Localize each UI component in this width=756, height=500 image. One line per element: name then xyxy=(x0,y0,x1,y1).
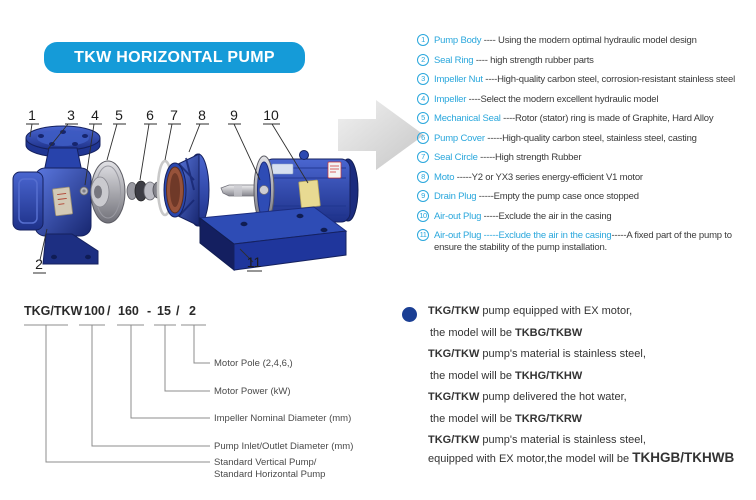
model-pole: 2 xyxy=(189,304,196,318)
model-separator: - xyxy=(147,304,152,318)
variant-line: TKG/TKW pump equipped with EX motor, xyxy=(428,305,633,317)
part-number: 6 xyxy=(146,107,154,123)
circled-number-icon: 2 xyxy=(417,54,429,66)
code-labels xyxy=(214,358,353,480)
model-inlet: 100 xyxy=(84,304,105,318)
part-number: 11 xyxy=(246,254,262,270)
part-desc: -----A fixed part of the pump to ensure the stability of the pump installation. xyxy=(434,230,732,253)
part-name: Seal Ring xyxy=(434,54,474,66)
part-name: Drain Plug xyxy=(434,191,477,202)
part-desc: -----Exclude the air in the casing xyxy=(481,210,612,222)
circled-number-icon: 3 xyxy=(417,73,429,85)
part-desc: -----Empty the pump case once stopped xyxy=(476,191,639,202)
parts-list xyxy=(417,35,755,262)
parts-list-item xyxy=(417,211,755,223)
circled-number-icon: 11 xyxy=(417,229,429,241)
variant-models-block xyxy=(402,305,754,475)
variant-line: TKG/TKW pump's material is stainless steel, xyxy=(428,348,646,360)
circled-number-icon: 10 xyxy=(417,210,429,222)
impeller xyxy=(91,161,125,223)
parts-list-item xyxy=(417,230,755,254)
arrow-right-icon xyxy=(338,100,424,170)
connector-lines xyxy=(24,325,210,462)
impeller-nut xyxy=(80,187,88,195)
variant-line: equipped with EX motor,the model will be TKHGB/TKHWB xyxy=(428,450,735,465)
part-name: Pump Body xyxy=(434,35,482,46)
motor-base xyxy=(200,207,346,270)
part-desc: ----High-quality carbon steel, corrosion-resistant stainless steel xyxy=(482,74,735,85)
part-number: 8 xyxy=(198,107,206,123)
circled-number-icon: 6 xyxy=(417,132,429,144)
pump-body xyxy=(13,126,100,264)
parts-list-item xyxy=(417,55,755,67)
part-name: Pump Cover xyxy=(434,132,485,144)
circled-number-icon: 1 xyxy=(417,34,429,46)
part-desc: ---- high strength rubber parts xyxy=(473,54,594,66)
variant-line: the model will be TKBG/TKBW xyxy=(430,326,583,339)
part-number: 3 xyxy=(67,107,75,123)
parts-list-item xyxy=(417,152,755,164)
part-number: 1 xyxy=(28,107,36,123)
model-separator: / xyxy=(176,304,180,318)
model-impeller: 160 xyxy=(118,304,139,318)
part-desc: ---- Using the modern optimal hydraulic model design xyxy=(481,35,697,46)
label-series-line2: Standard Horizontal Pump xyxy=(214,469,326,480)
part-name: Seal Circle xyxy=(434,152,478,163)
part-name: Moto xyxy=(434,171,455,183)
circled-number-icon: 8 xyxy=(417,171,429,183)
label-inlet-diam: Pump Inlet/Outlet Diameter (mm) xyxy=(214,441,354,452)
part-number: 7 xyxy=(170,107,178,123)
parts-list-item xyxy=(417,191,755,203)
model-power: 15 xyxy=(157,304,171,318)
circled-number-icon: 5 xyxy=(417,112,429,124)
variant-line: TKG/TKW pump's material is stainless steel, xyxy=(428,434,646,446)
part-desc: ----Select the modern excellent hydraulic model xyxy=(466,93,659,105)
label-series-line1: Standard Vertical Pump/ xyxy=(214,457,317,468)
parts-list-item xyxy=(417,94,755,106)
parts-list-item xyxy=(417,172,755,184)
label-impeller-diam: Impeller Nominal Diameter (mm) xyxy=(214,413,352,424)
variant-line: the model will be TKRG/TKRW xyxy=(430,412,583,425)
variant-line: the model will be TKHG/TKHW xyxy=(430,369,583,382)
model-series: TKG/TKW xyxy=(24,304,83,318)
label-motor-pole: Motor Pole (2,4,6,) xyxy=(214,358,293,369)
model-separator: / xyxy=(107,304,111,318)
bullet-icon xyxy=(402,307,417,322)
part-name: Impeller xyxy=(434,93,467,105)
part-desc: ----Rotor (stator) ring is made of Graphite, Hard Alloy xyxy=(500,113,714,124)
circled-number-icon: 7 xyxy=(417,151,429,163)
part-number: 2 xyxy=(35,256,43,272)
part-desc: -----Y2 or YX3 series energy-efficient V1 motor xyxy=(454,171,643,183)
part-name: Air-out Plug -----Exclude the air in the casing xyxy=(434,230,612,241)
label-motor-power: Motor Power (kW) xyxy=(214,386,291,397)
model-code-nomenclature xyxy=(18,293,358,493)
parts-list-item xyxy=(417,35,755,47)
part-name: Air-out Plug xyxy=(434,210,482,222)
pump-exploded-diagram xyxy=(8,88,428,293)
part-number: 5 xyxy=(115,107,123,123)
variant-line: TKG/TKW pump delivered the hot water, xyxy=(428,391,627,403)
part-name: Impeller Nut xyxy=(434,74,483,85)
parts-list-item xyxy=(417,113,755,125)
circled-number-icon: 4 xyxy=(417,93,429,105)
part-number: 4 xyxy=(91,107,99,123)
circled-number-icon: 9 xyxy=(417,190,429,202)
model-code xyxy=(24,304,196,318)
part-desc: -----High-quality carbon steel, stainless steel, casting xyxy=(484,132,697,144)
parts-list-item xyxy=(417,133,755,145)
pump-cover xyxy=(164,154,209,226)
part-desc: -----High strength Rubber xyxy=(477,152,582,163)
parts-list-item xyxy=(417,74,755,86)
part-name: Mechanical Seal xyxy=(434,113,501,124)
page-title: TKW HORIZONTAL PUMP xyxy=(44,42,305,73)
part-number: 9 xyxy=(230,107,238,123)
part-number: 10 xyxy=(263,107,279,123)
